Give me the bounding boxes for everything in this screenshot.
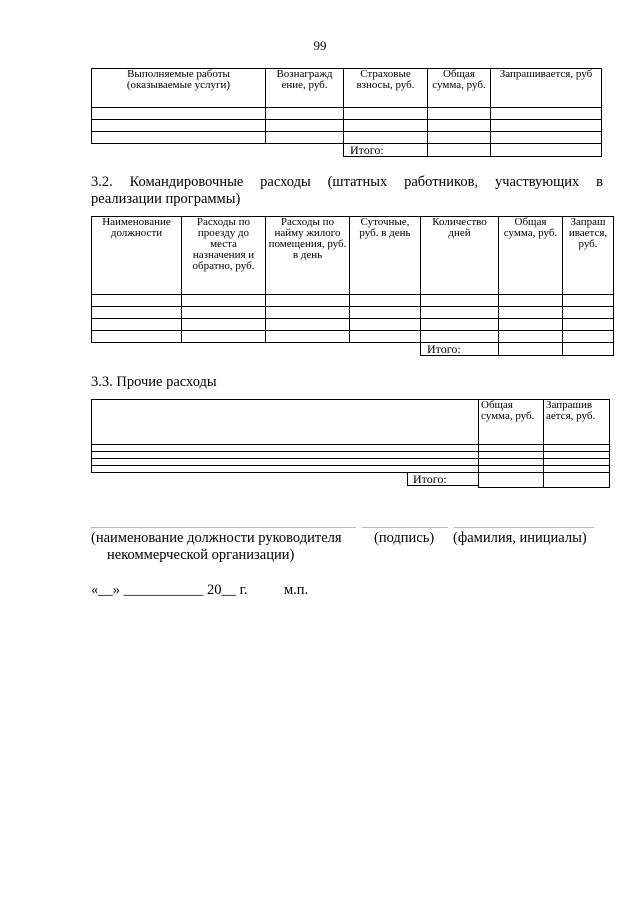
table-header-row	[92, 400, 610, 445]
header-remuneration: Вознагражд ение, руб.	[266, 69, 344, 108]
signature-caption: (подпись)	[374, 530, 435, 546]
table-row	[92, 295, 614, 307]
page-number: 99	[313, 38, 327, 53]
day-blank: __	[98, 582, 113, 598]
header-days-count: Количество дней	[421, 217, 499, 295]
table-row	[92, 132, 602, 144]
header-housing-costs: Расходы по найму жилого помещения, руб. в день	[266, 217, 350, 295]
table-row	[92, 307, 614, 319]
year-blank: __	[221, 582, 236, 598]
table-services	[91, 68, 602, 157]
table-row	[92, 319, 614, 331]
signature-line-signature	[362, 527, 448, 528]
table-total-row	[92, 343, 614, 356]
position-caption: (наименование должности руководителя	[91, 530, 342, 546]
table-row	[92, 331, 614, 343]
table-header-row	[92, 69, 602, 108]
table-travel-expenses	[91, 216, 614, 356]
table-other-expenses	[91, 399, 610, 488]
section-3-2-heading: 3.2. Командировочные расходы (штатных работников, участвующих в реализации программы)	[91, 174, 603, 207]
date-line: «__» ___________ 20__ г.	[91, 582, 248, 598]
header-travel-costs: Расходы по проезду до места назначения и обратно, руб.	[182, 217, 266, 295]
table-total-row	[92, 144, 602, 157]
table-total-row	[92, 473, 610, 488]
header-total-sum: Общая сумма, руб.	[428, 69, 491, 108]
total-label: Итого:	[344, 144, 428, 157]
table-row	[92, 120, 602, 132]
table-row	[92, 452, 610, 459]
header-total-sum: Общая сумма, руб.	[479, 400, 544, 445]
header-services: Выполняемые работы (оказываемые услуги)	[92, 69, 266, 108]
table-row	[92, 108, 602, 120]
name-caption: (фамилия, инициалы)	[453, 530, 587, 546]
total-label: Итого:	[407, 472, 479, 486]
table-row	[92, 459, 610, 466]
month-blank: ___________	[123, 582, 204, 598]
table-row	[92, 466, 610, 473]
header-per-diem: Суточные, руб. в день	[350, 217, 421, 295]
table-row	[92, 445, 610, 452]
signature-line-position	[91, 527, 356, 528]
header-insurance: Страховые взносы, руб.	[344, 69, 428, 108]
header-requested: Запрашив ается, руб.	[544, 400, 610, 445]
total-label: Итого:	[421, 343, 499, 356]
section-3-3-heading: 3.3. Прочие расходы	[91, 374, 217, 390]
header-position: Наименование должности	[92, 217, 182, 295]
stamp-place: м.п.	[284, 582, 309, 598]
organization-caption: некоммерческой организации)	[107, 547, 295, 563]
header-total-sum: Общая сумма, руб.	[499, 217, 563, 295]
header-requested: Запраш ивается, руб.	[563, 217, 614, 295]
header-requested: Запрашивается, руб	[491, 69, 602, 108]
signature-line-name	[454, 527, 594, 528]
table-header-row	[92, 217, 614, 295]
